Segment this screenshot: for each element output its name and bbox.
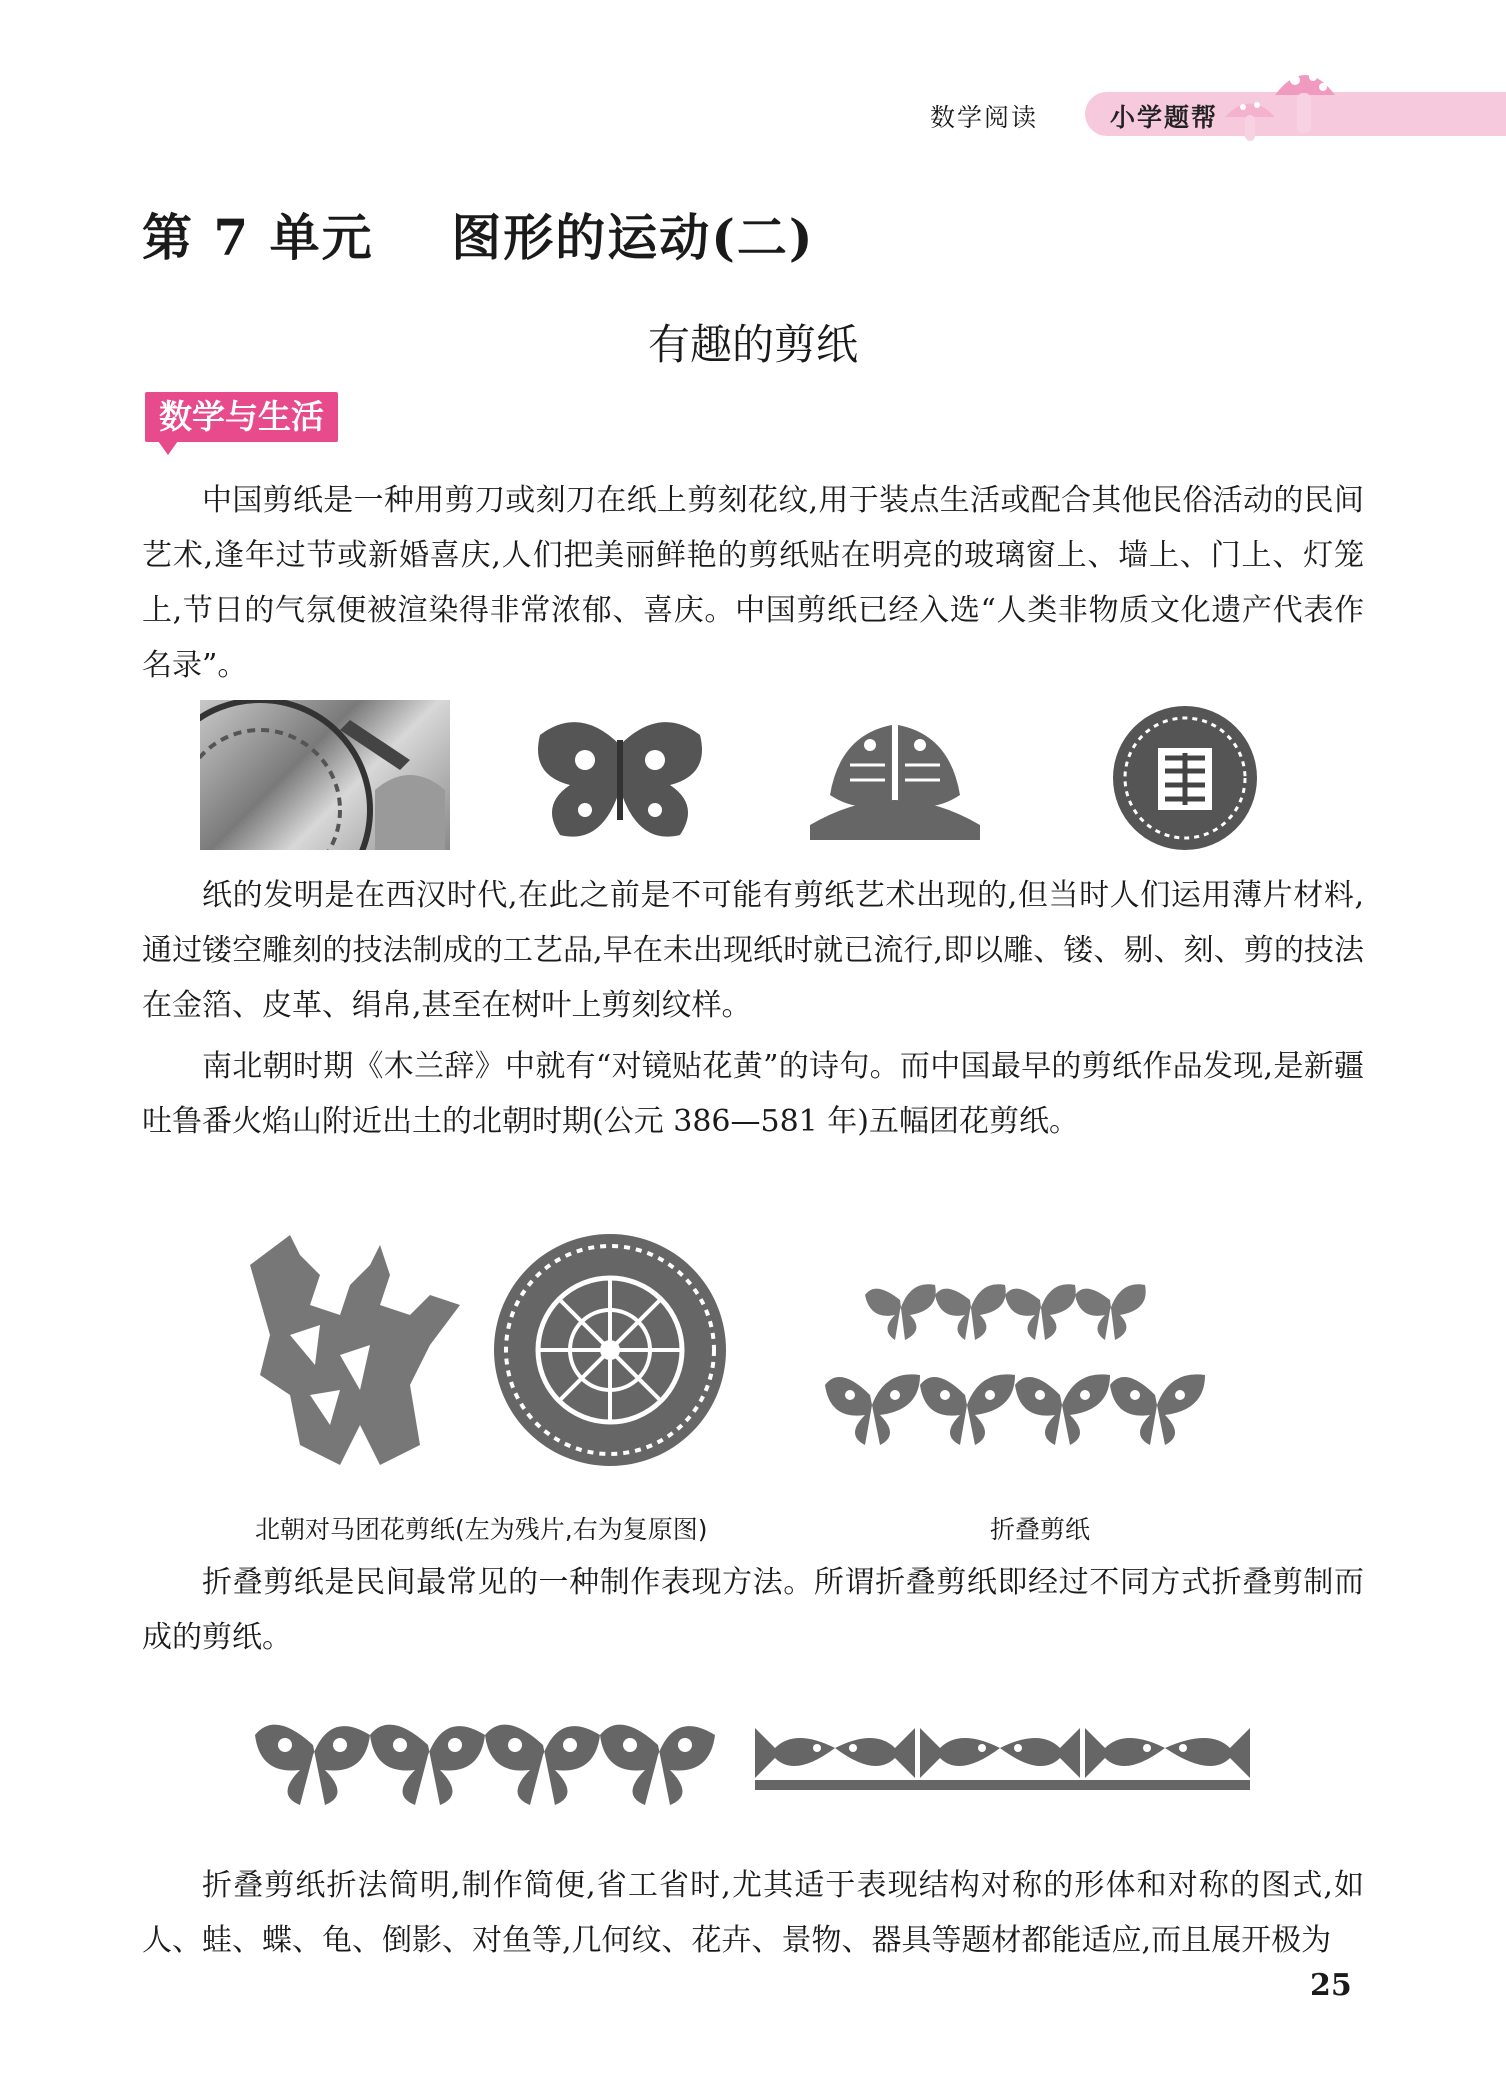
horse-fragment-papercut xyxy=(230,1215,475,1475)
paragraph-folded-usage: 折叠剪纸折法简明,制作简便,省工省时,尤其适于表现结构对称的形体和对称的图式,如人、蛙、蝶、龟、倒影、对鱼等,几何纹、花卉、景物、器具等题材都能适应,而且展开极为 xyxy=(142,1868,1364,1958)
fish-papercut xyxy=(800,705,990,845)
section-tag-tail xyxy=(158,441,178,455)
header-left-label: 数学阅读 xyxy=(930,103,1039,132)
butterfly-chain-papercut xyxy=(255,1715,720,1805)
butterfly-row-small xyxy=(865,1280,1155,1340)
caption-folded: 折叠剪纸 xyxy=(990,1515,1091,1544)
double-happiness-papercut xyxy=(1110,703,1260,853)
fish-chain-papercut xyxy=(755,1718,1250,1798)
butterfly-papercut xyxy=(530,715,710,845)
round-flower-papercut xyxy=(490,1230,730,1470)
caption-horse: 北朝对马团花剪纸(左为残片,右为复原图) xyxy=(255,1515,708,1544)
lesson-title: 有趣的剪纸 xyxy=(647,320,858,369)
paragraph-folded-def: 折叠剪纸是民间最常见的一种制作表现方法。所谓折叠剪纸即经过不同方式折叠剪制而成的剪纸。 xyxy=(142,1565,1364,1655)
unit-title: 第 7 单元 图形的运动(二) xyxy=(142,208,815,267)
paragraph-earliest: 南北朝时期《木兰辞》中就有“对镜贴花黄”的诗句。而中国最早的剪纸作品发现,是新疆吐鲁番火焰山附近出土的北朝时期(公元 386—581 年)五幅团花剪纸。 xyxy=(142,1049,1364,1139)
header-right-label: 小学题帮 xyxy=(1110,103,1219,132)
paragraph-intro: 中国剪纸是一种用剪刀或刻刀在纸上剪刻花纹,用于装点生活或配合其他民俗活动的民间艺术,逢年过节或新婚喜庆,人们把美丽鲜艳的剪纸贴在明亮的玻璃窗上、墙上、门上、灯笼上,节日的气氛便被渲染得非常浓郁、喜庆。中国剪纸已经入选“人类非物质文化遗产代表作名录”。 xyxy=(142,483,1364,683)
page-number: 25 xyxy=(1310,1968,1352,2003)
papercut-photo xyxy=(200,700,450,850)
paragraph-history: 纸的发明是在西汉时代,在此之前是不可能有剪纸艺术出现的,但当时人们运用薄片材料,通过镂空雕刻的技法制成的工艺品,早在未出现纸时就已流行,即以雕、镂、剔、刻、剪的技法在金箔、皮革、绢帛,甚至在树叶上剪刻纹样。 xyxy=(142,878,1364,1023)
section-tag: 数学与生活 xyxy=(145,392,338,442)
butterfly-row-large xyxy=(825,1370,1205,1445)
mushroom-icon xyxy=(1225,55,1340,145)
